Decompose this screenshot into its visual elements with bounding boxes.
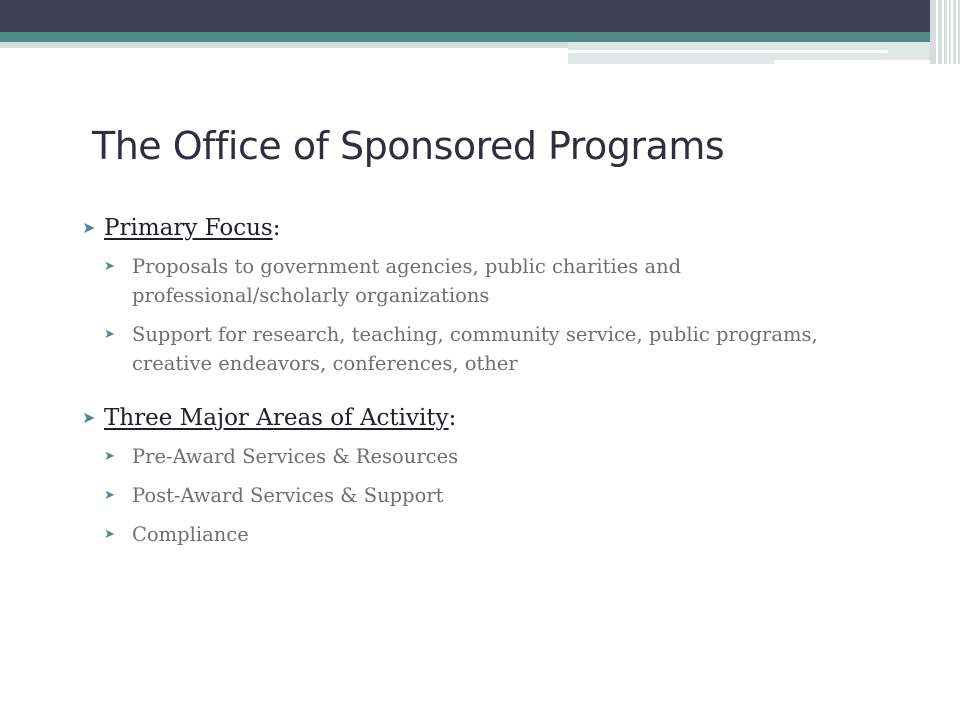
- section-primary-focus: [82, 212, 822, 378]
- list-item: ➤ Support for research, teaching, community service, public programs, creative endeavors, conferences, other: [104, 320, 822, 378]
- header-accent-stripe: [0, 32, 960, 42]
- header-vertical-bars: [930, 0, 960, 64]
- list-item: ➤ Compliance: [104, 520, 822, 549]
- section-heading: [82, 402, 822, 434]
- sub-list: [104, 442, 822, 549]
- arrow-bullet-icon: ➤: [82, 408, 96, 427]
- arrow-bullet-icon: ➤: [104, 449, 115, 464]
- heading-text: Three Major Areas of Activity:: [104, 405, 457, 431]
- slide-body: [82, 212, 822, 573]
- arrow-bullet-icon: ➤: [104, 327, 115, 342]
- arrow-bullet-icon: ➤: [104, 259, 115, 274]
- arrow-bullet-icon: ➤: [104, 488, 115, 503]
- list-item: ➤ Post-Award Services & Support: [104, 481, 822, 510]
- arrow-bullet-icon: ➤: [82, 218, 96, 237]
- header-banner: [0, 0, 960, 32]
- list-item: ➤ Pre-Award Services & Resources: [104, 442, 822, 471]
- list-item: ➤ Proposals to government agencies, public charities and professional/scholarly organizations: [104, 252, 822, 310]
- header-rule: [568, 50, 888, 53]
- sub-list: [104, 252, 822, 378]
- slide-title: The Office of Sponsored Programs: [92, 124, 725, 168]
- section-major-areas: [82, 402, 822, 549]
- heading-text: Primary Focus:: [104, 215, 281, 241]
- arrow-bullet-icon: ➤: [104, 527, 115, 542]
- section-heading: [82, 212, 822, 244]
